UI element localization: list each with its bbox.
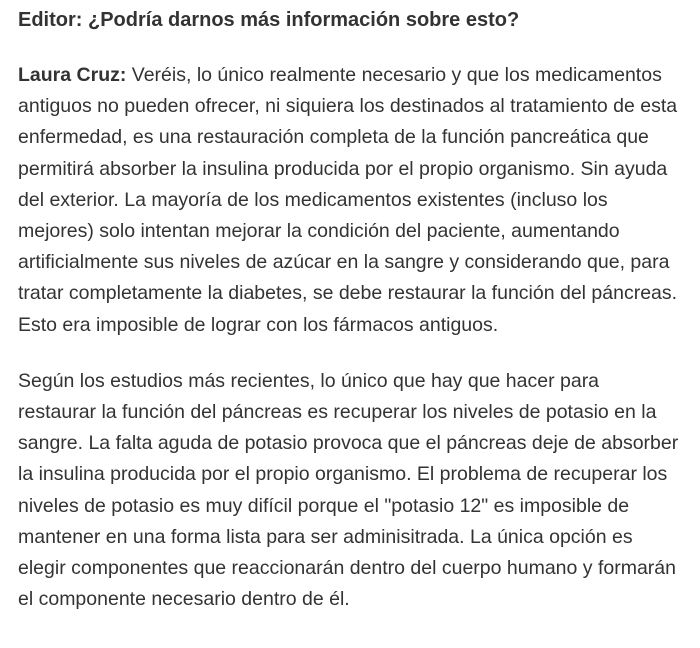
editor-question: Editor: ¿Podría darnos más información sobre esto? — [18, 9, 520, 31]
answer-paragraph-2: Según los estudios más recientes, lo único que hay que hacer para restaurar la función del páncreas es recuperar los niveles de potasio en la sangre. La falta aguda de potasio provoca que el páncreas deje de absorber la insulina producida por el propio organismo. El problema de recuperar los niveles de potasio es muy difícil porque el "potasio 12" es imposible de mantener en una forma lista para ser adminisitrada. La única opción es elegir componentes que reaccionarán dentro del cuerpo humano y formarán el componente necesario dentro de él. — [18, 369, 679, 611]
answer-paragraph-1 — [18, 60, 680, 341]
speaker-name: Laura Cruz: — [18, 64, 127, 86]
answer-text-1: Veréis, lo único realmente necesario y que los medicamentos antiguos no pueden ofrecer, ni siquiera los destinados al tratamiento de esta enfermedad, es una restauración completa de la función pancreática que permitirá absorber la insulina producida por el propio organismo. Sin ayuda del exterior. La mayoría de los medicamentos existentes (incluso los mejores) solo intentan mejorar la condición del paciente, aumentando artificialmente sus niveles de azúcar en la sangre y considerando que, para tratar completamente la diabetes, se debe restaurar la función del páncreas. Esto era imposible de lograr con los fármacos antiguos. — [18, 64, 678, 336]
